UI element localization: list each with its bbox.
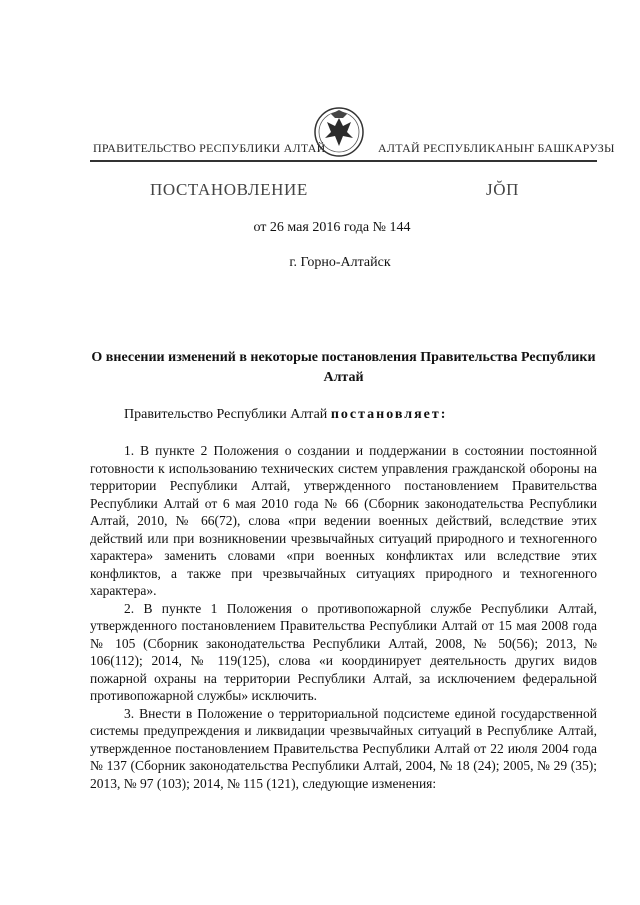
intro-verb: постановляет: [330,407,448,422]
intro-line [124,407,447,423]
doc-type-russian: ПОСТАНОВЛЕНИЕ [150,180,308,199]
header-rule [90,160,597,162]
header-right-text: АЛТАЙ РЕСПУБЛИКАНЫҤ БАШКАРУЗЫ [378,141,615,155]
paragraph-2: 2. В пункте 1 Положения о противопожарной службе Республики Алтай, утвержденного постановлением Правительства Республики Алтай от 15 мая 2008 года № 105 (Сборник законодательства Республики Алтай, 2008, № 50(56); 2013, № 106(112); 2014, № 119(125), слова «и координирует деятельность других видов пожарной охраны на территории Республики Алтай, за исключением федеральной противопожарной службы» исключить. [90,600,597,703]
doc-type-altai: JŎП [486,180,519,199]
city-line: г. Горно-Алтайск [289,255,391,270]
document-title: О внесении изменений в некоторые постановления Правительства Республики Алтай [91,350,596,385]
coat-of-arms-icon [313,106,365,158]
paragraph-3: 3. Внести в Положение о территориальной подсистеме единой государственной системы предупреждения и ликвидации чрезвычайных ситуаций в Республике Алтай, утвержденное постановлением Правительства Республики Алтай от 22 июля 2004 года № 137 (Сборник законодательства Республики Алтай, 2004, № 18 (24); 2005, № 29 (35); 2013, № 97 (103); 2014, № 115 (121), следующие изменения: [90,705,597,791]
date-number-line: от 26 мая 2016 года № 144 [253,220,411,235]
paragraph-1: 1. В пункте 2 Положения о создании и поддержании в состоянии постоянной готовности к использованию технических систем управления гражданской обороны на территории Республики Алтай, утвержденного постановлением Правительства Республики Алтай от 6 мая 2010 года № 66 (Сборник законодательства Республики Алтай, 2010, № 66(72), слова «при ведении военных действий, вследствие этих действий или при возникновении чрезвычайных ситуаций природного и техногенного характера» заменить словами «при военных конфликтах или вследствие этих конфликтов, а также при чрезвычайных ситуациях природного и техногенного характера». [90,443,597,598]
intro-prefix: Правительство Республики Алтай [124,407,331,422]
header-left-text: ПРАВИТЕЛЬСТВО РЕСПУБЛИКИ АЛТАЙ [93,141,326,155]
document-body [90,442,597,792]
